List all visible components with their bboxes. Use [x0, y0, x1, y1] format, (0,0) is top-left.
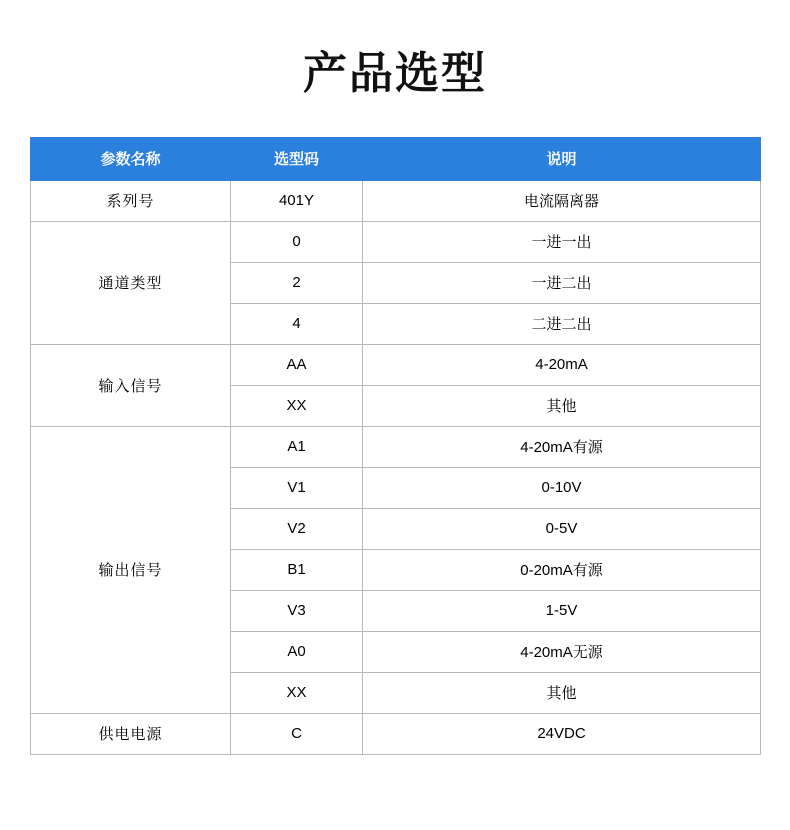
cell-selection-code: A0	[231, 631, 363, 672]
cell-description: 0-20mA有源	[363, 549, 761, 590]
product-selection-table	[30, 137, 761, 755]
cell-description: 一进一出	[363, 221, 761, 262]
cell-selection-code: V2	[231, 508, 363, 549]
cell-parameter-name: 供电电源	[31, 713, 231, 754]
cell-description: 0-10V	[363, 467, 761, 508]
cell-description: 4-20mA	[363, 344, 761, 385]
cell-description: 0-5V	[363, 508, 761, 549]
cell-parameter-name: 输入信号	[31, 344, 231, 426]
selection-table-container	[30, 137, 760, 755]
cell-description: 二进二出	[363, 303, 761, 344]
cell-parameter-name: 系列号	[31, 180, 231, 221]
cell-description: 其他	[363, 385, 761, 426]
table-row	[31, 344, 761, 385]
cell-selection-code: 4	[231, 303, 363, 344]
cell-description: 一进二出	[363, 262, 761, 303]
cell-selection-code: V1	[231, 467, 363, 508]
table-body	[31, 180, 761, 754]
table-row	[31, 180, 761, 221]
table-header	[31, 137, 761, 180]
cell-selection-code: 2	[231, 262, 363, 303]
cell-description: 4-20mA有源	[363, 426, 761, 467]
column-header-selection-code: 选型码	[231, 137, 363, 180]
cell-selection-code: B1	[231, 549, 363, 590]
cell-selection-code: XX	[231, 385, 363, 426]
column-header-description: 说明	[363, 137, 761, 180]
cell-description: 24VDC	[363, 713, 761, 754]
cell-parameter-name: 通道类型	[31, 221, 231, 344]
table-row	[31, 426, 761, 467]
table-row	[31, 713, 761, 754]
cell-description: 4-20mA无源	[363, 631, 761, 672]
cell-description: 电流隔离器	[363, 180, 761, 221]
cell-selection-code: AA	[231, 344, 363, 385]
cell-selection-code: XX	[231, 672, 363, 713]
cell-description: 其他	[363, 672, 761, 713]
cell-selection-code: V3	[231, 590, 363, 631]
cell-selection-code: A1	[231, 426, 363, 467]
table-header-row	[31, 137, 761, 180]
cell-selection-code: C	[231, 713, 363, 754]
cell-selection-code: 401Y	[231, 180, 363, 221]
page-title: 产品选型	[303, 49, 487, 98]
cell-parameter-name: 输出信号	[31, 426, 231, 713]
column-header-parameter-name: 参数名称	[31, 137, 231, 180]
cell-description: 1-5V	[363, 590, 761, 631]
table-row	[31, 221, 761, 262]
cell-selection-code: 0	[231, 221, 363, 262]
